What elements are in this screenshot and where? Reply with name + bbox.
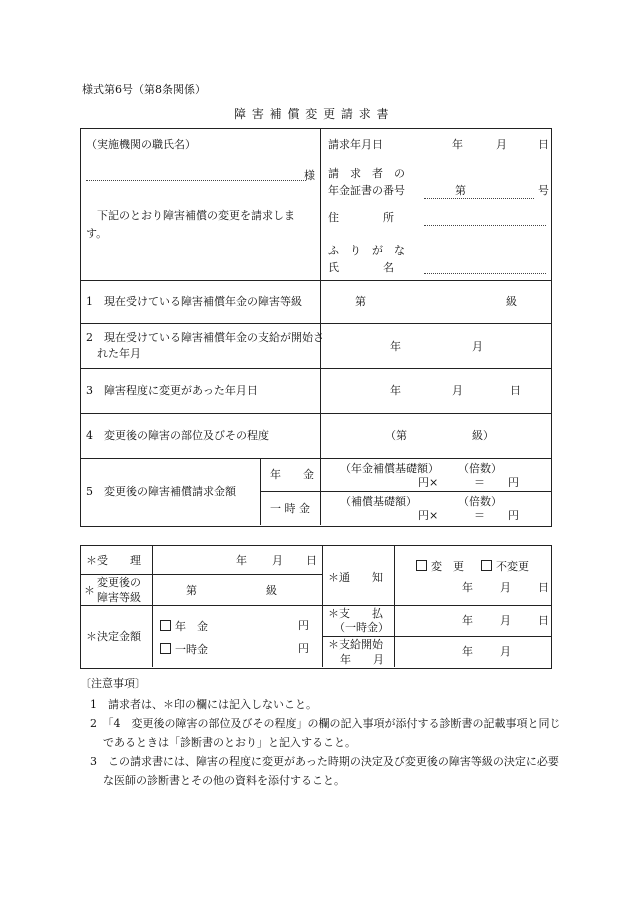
row5-nenkin-yen-x: 円× — [418, 476, 439, 489]
row5-nenkin-base-label: （年金補償基礎額） — [340, 462, 439, 475]
grade-star: ＊ — [84, 584, 95, 597]
row5-ichiji-yen-x: 円× — [418, 509, 439, 522]
address-line[interactable] — [424, 225, 546, 226]
agency-name-line[interactable] — [86, 180, 306, 181]
pension-label-line2: 年金証書の番号 — [328, 184, 405, 197]
row3-day: 日 — [510, 384, 521, 397]
row5-ichiji-baisu-label: （倍数） — [458, 495, 502, 508]
date-day-label: 日 — [538, 138, 549, 151]
row1-kyu: 級 — [506, 295, 517, 308]
row5-ichiji-label: 一 時 金 — [270, 502, 310, 515]
shiharai-year: 年 — [462, 614, 473, 627]
row5-ichiji-eq: ＝ — [474, 509, 485, 522]
shiharai-day: 日 — [538, 614, 549, 627]
juri-year: 年 — [236, 554, 247, 567]
kaishi-year: 年 — [462, 645, 473, 658]
note-3: 3 この請求書には、障害の程度に変更があった時期の決定及び変更後の障害等級の決定に必要な医師の診断書とその他の資料を添付すること。 — [90, 755, 559, 787]
row3-label: 3 障害程度に変更があった年月日 — [86, 384, 258, 397]
grade-label-line1: 変更後の — [97, 576, 141, 589]
pension-label-line1: 請 求 者 の — [328, 167, 405, 180]
ichiji-checkbox[interactable] — [160, 643, 171, 654]
fuhenkou-checkbox[interactable] — [481, 560, 492, 571]
tsuchi-year: 年 — [462, 581, 473, 594]
henkou-checkbox[interactable] — [416, 560, 427, 571]
grade-dai: 第 — [186, 584, 197, 597]
tsuchi-fuhenkou-label: 不変更 — [496, 560, 529, 573]
row5-nenkin-eq: ＝ — [474, 476, 485, 489]
row3-year: 年 — [390, 384, 401, 397]
pension-gou: 号 — [538, 184, 549, 197]
juri-month: 月 — [272, 554, 283, 567]
pension-dai: 第 — [455, 184, 466, 197]
row5-base-label: （補償基礎額） — [340, 495, 417, 508]
tsuchi-henkou — [416, 560, 464, 572]
note-2: 2 「4 変更後の障害の部位及びその程度」の欄の記入事項が添付する診断書の記載事項と同じであるときは「診断書のとおり」と記入すること。 — [90, 717, 561, 749]
row5-label: 5 変更後の障害補償請求金額 — [86, 485, 236, 498]
shiharai-month: 月 — [500, 614, 511, 627]
amount-label: ＊決定金額 — [86, 630, 141, 643]
date-label: 請求年月日 — [328, 138, 383, 151]
row4-dai: （第 — [385, 429, 407, 442]
shiharai-label-line1: ＊支 払 — [328, 607, 383, 620]
row2-label: 2 現在受けている障害補償年金の支給が開始された年月 — [86, 331, 324, 360]
tsuchi-label: ＊通 知 — [328, 571, 383, 584]
row5-nenkin-label: 年 金 — [270, 468, 314, 481]
row3-month: 月 — [452, 384, 463, 397]
agency-label: （実施機関の職氏名） — [86, 138, 196, 151]
row5-nenkin-yen: 円 — [508, 476, 519, 489]
kaishi-label-line2: 年 月 — [340, 653, 384, 666]
grade-label-line2: 障害等級 — [97, 591, 141, 604]
address-label: 住 所 — [328, 211, 394, 224]
amount-nenkin — [160, 620, 208, 632]
kaishi-month: 月 — [500, 645, 511, 658]
row5-nenkin-baisu-label: （倍数） — [458, 462, 502, 475]
amount-ichiji-label: 一時金 — [175, 643, 208, 656]
amount-nenkin-yen: 円 — [298, 619, 309, 632]
amount-ichiji-yen: 円 — [298, 642, 309, 655]
notes-heading: 〔注意事項〕 — [80, 677, 146, 690]
date-month-label: 月 — [496, 138, 507, 151]
furigana-label: ふ り が な — [328, 244, 405, 257]
row4-label: 4 変更後の障害の部位及びその程度 — [86, 429, 269, 442]
kaishi-label-line1: ＊支給開始 — [328, 638, 383, 651]
amount-ichiji — [160, 643, 208, 655]
tsuchi-fuhenkou — [481, 560, 529, 572]
row5-ichiji-yen: 円 — [508, 509, 519, 522]
row1-dai: 第 — [355, 295, 366, 308]
row2-month: 月 — [472, 340, 483, 353]
juri-day: 日 — [306, 554, 317, 567]
note-1: 1 請求者は、＊印の欄には記入しないこと。 — [90, 698, 317, 711]
tsuchi-month: 月 — [500, 581, 511, 594]
form-number: 様式第6号（第8条関係） — [82, 83, 206, 96]
form-title: 障 害 補 償 変 更 請 求 書 — [234, 107, 390, 121]
tsuchi-day: 日 — [538, 581, 549, 594]
juri-label: ＊受 理 — [86, 554, 141, 567]
pension-number-line[interactable] — [424, 198, 534, 199]
grade-kyu: 級 — [266, 584, 277, 597]
request-text: 下記のとおり障害補償の変更を請求します。 — [86, 209, 295, 240]
name-label: 氏 名 — [328, 261, 394, 274]
row2-year: 年 — [390, 340, 401, 353]
sama-label: 様 — [304, 169, 315, 182]
row1-label: 1 現在受けている障害補償年金の障害等級 — [86, 295, 302, 308]
date-year-label: 年 — [452, 138, 463, 151]
nenkin-checkbox[interactable] — [160, 620, 171, 631]
row4-kyu: 級） — [472, 429, 494, 442]
tsuchi-henkou-label: 変 更 — [431, 560, 464, 573]
name-line[interactable] — [424, 273, 546, 274]
amount-nenkin-label: 年 金 — [175, 620, 208, 633]
shiharai-label-line2: （一時金） — [334, 621, 389, 634]
